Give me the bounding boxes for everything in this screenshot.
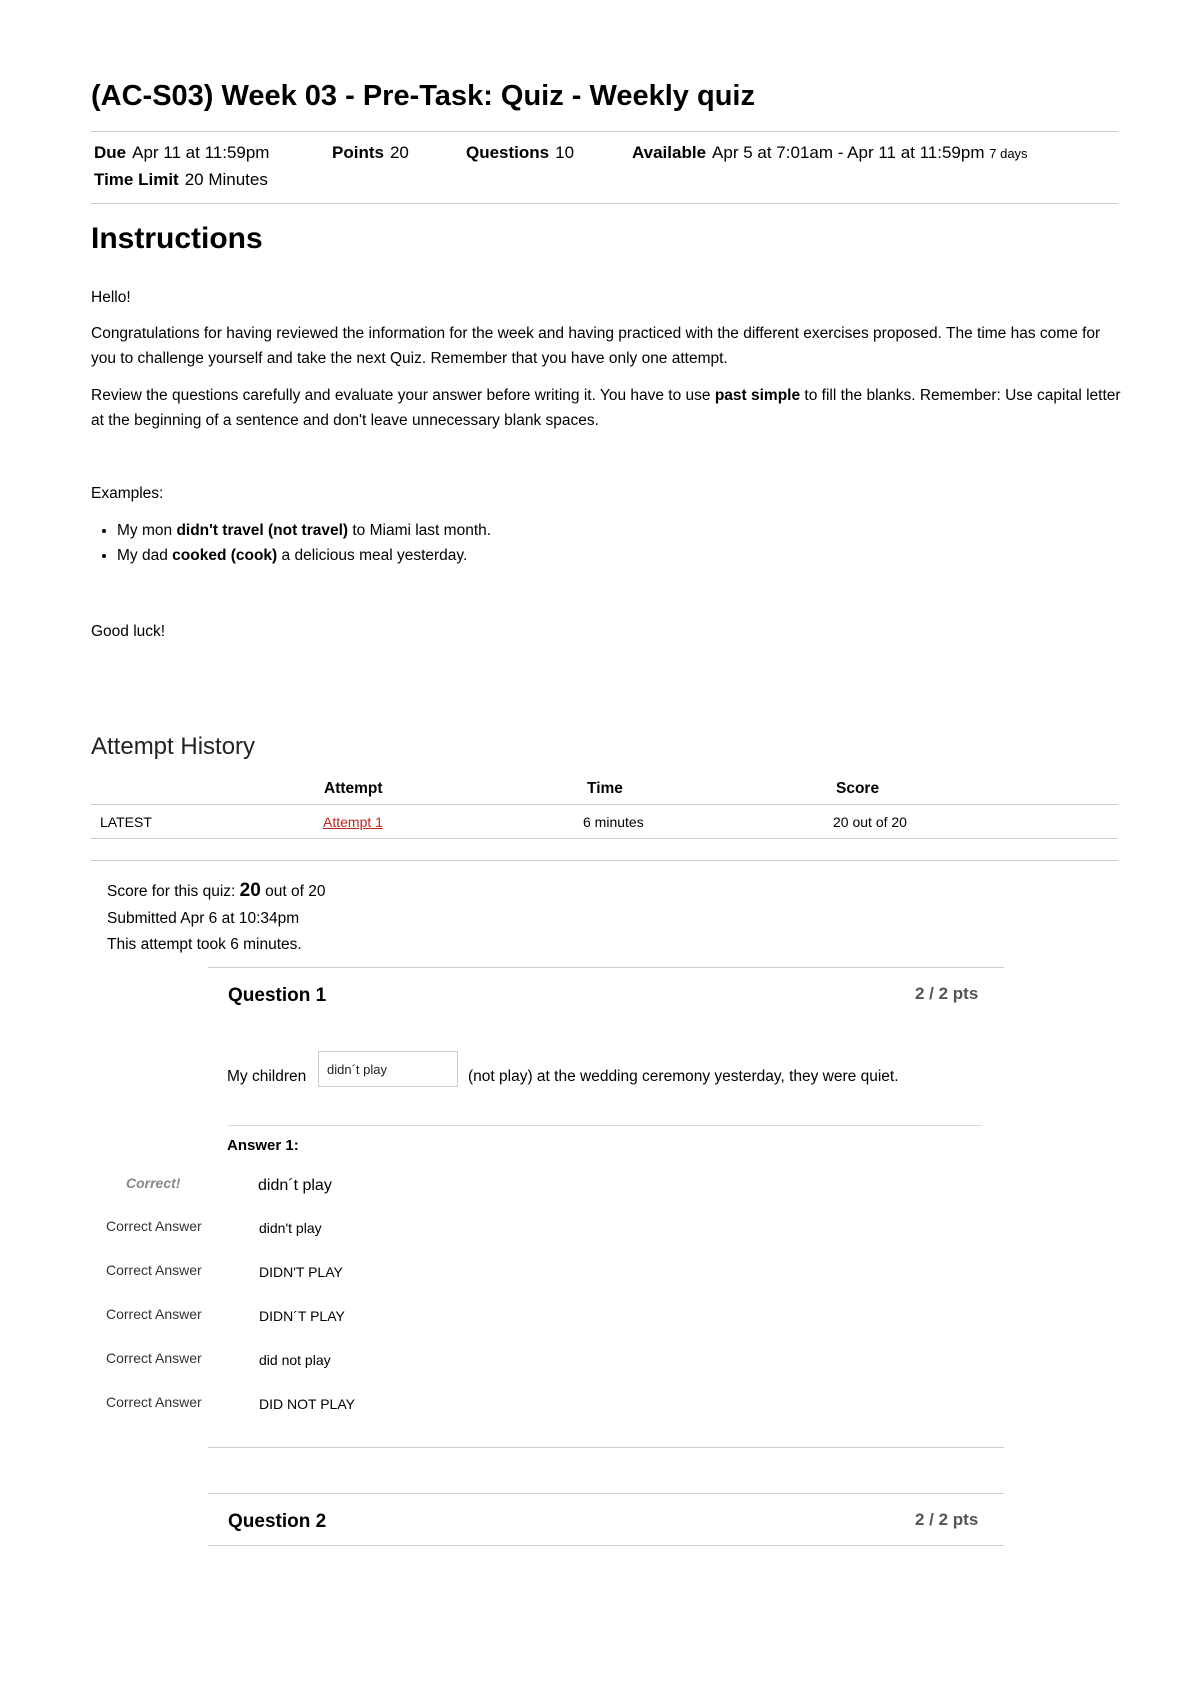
time-limit-value: 20 Minutes bbox=[184, 170, 268, 189]
instructions-paragraph-2 bbox=[91, 383, 1121, 433]
example-item bbox=[117, 543, 491, 568]
column-score: Score bbox=[836, 780, 880, 797]
question-2-bottom-border bbox=[208, 1545, 1004, 1546]
questions-value: 10 bbox=[555, 143, 575, 162]
question-2-points: 2 / 2 pts bbox=[915, 1510, 979, 1529]
column-attempt: Attempt bbox=[324, 780, 383, 797]
meta-points bbox=[332, 143, 409, 163]
p2-text-b: to fill the blanks. Remember: Use capital letter at the beginning of a sentence and don't leave unnecessary blank spaces. bbox=[91, 387, 1121, 429]
examples-label: Examples: bbox=[91, 485, 164, 502]
score-prefix: Score for this quiz: bbox=[107, 883, 240, 900]
meta-due bbox=[94, 143, 269, 163]
table-header-divider bbox=[91, 804, 1118, 805]
answer-1-label: Answer 1: bbox=[227, 1137, 299, 1154]
time-limit-label: Time Limit bbox=[94, 170, 179, 189]
question-1-blank: didn´t play bbox=[318, 1051, 458, 1087]
table-row-divider bbox=[91, 838, 1118, 839]
row-time: 6 minutes bbox=[583, 814, 644, 830]
correct-answer: DIDN´T PLAY bbox=[259, 1308, 345, 1324]
question-2-title: Question 2 bbox=[228, 1511, 327, 1532]
question-1-text-after: (not play) at the wedding ceremony yesterday, they were quiet. bbox=[468, 1068, 899, 1085]
p2-bold: past simple bbox=[714, 387, 801, 404]
row-latest-label: LATEST bbox=[100, 814, 152, 830]
meta-time-limit bbox=[94, 170, 268, 190]
question-1-top-border bbox=[208, 967, 1004, 968]
example-text: a delicious meal yesterday. bbox=[277, 547, 468, 564]
points-value: 20 bbox=[389, 143, 409, 162]
column-time: Time bbox=[587, 780, 623, 797]
question-2-top-border bbox=[208, 1493, 1004, 1494]
title-divider bbox=[91, 131, 1118, 132]
example-text: My dad bbox=[117, 547, 173, 564]
available-label: Available bbox=[632, 143, 707, 162]
example-item bbox=[117, 518, 491, 543]
correct-answer: didn't play bbox=[259, 1220, 322, 1236]
example-text: My mon bbox=[117, 522, 177, 539]
correct-answer-label: Correct Answer bbox=[106, 1262, 202, 1278]
p2-text-a: Review the questions carefully and evaluate your answer before writing it. You have to use bbox=[91, 387, 715, 404]
section-divider bbox=[91, 860, 1118, 861]
questions-label: Questions bbox=[466, 143, 550, 162]
question-1-title: Question 1 bbox=[228, 985, 327, 1006]
meta-divider bbox=[91, 203, 1118, 204]
attempt-history-heading: Attempt History bbox=[91, 733, 256, 760]
correct-answer-label: Correct Answer bbox=[106, 1218, 202, 1234]
attempt-1-link[interactable]: Attempt 1 bbox=[323, 814, 383, 830]
question-1-bottom-border bbox=[208, 1447, 1004, 1448]
due-label: Due bbox=[94, 143, 127, 162]
question-1-points: 2 / 2 pts bbox=[915, 984, 979, 1003]
page-title: (AC-S03) Week 03 - Pre-Task: Quiz - Weekly quiz bbox=[91, 80, 755, 112]
score-value: 20 bbox=[239, 880, 261, 901]
greeting: Hello! bbox=[91, 289, 131, 306]
correct-answer: DID NOT PLAY bbox=[259, 1396, 355, 1412]
quiz-score bbox=[107, 880, 325, 902]
meta-available bbox=[632, 143, 1028, 163]
closing: Good luck! bbox=[91, 623, 166, 640]
attempt-duration: This attempt took 6 minutes. bbox=[107, 936, 302, 953]
question-1-text-before: My children bbox=[227, 1068, 307, 1085]
instructions-heading: Instructions bbox=[91, 222, 263, 255]
examples-list bbox=[91, 518, 491, 568]
instructions-paragraph-1: Congratulations for having reviewed the information for the week and having practiced with the different exercises proposed. The time has come for you to challenge yourself and take the next Quiz. Remember that you have only one attempt. bbox=[91, 325, 1101, 367]
meta-questions bbox=[466, 143, 574, 163]
question-1-divider bbox=[228, 1125, 982, 1126]
due-value: Apr 11 at 11:59pm bbox=[132, 143, 270, 162]
available-days: 7 days bbox=[989, 146, 1028, 161]
correct-answer: DIDN'T PLAY bbox=[259, 1264, 343, 1280]
row-score: 20 out of 20 bbox=[833, 814, 907, 830]
submitted-time: Submitted Apr 6 at 10:34pm bbox=[107, 910, 300, 927]
example-bold: didn't travel (not travel) bbox=[176, 522, 349, 539]
correct-answer-label: Correct Answer bbox=[106, 1394, 202, 1410]
example-text: to Miami last month. bbox=[348, 522, 492, 539]
correct-answer-label: Correct Answer bbox=[106, 1350, 202, 1366]
correct-status: Correct! bbox=[126, 1175, 181, 1191]
correct-answer-label: Correct Answer bbox=[106, 1306, 202, 1322]
points-label: Points bbox=[332, 143, 384, 162]
correct-answer: did not play bbox=[259, 1352, 331, 1368]
example-bold: cooked (cook) bbox=[172, 547, 278, 564]
given-answer: didn´t play bbox=[258, 1177, 332, 1194]
score-suffix: out of 20 bbox=[260, 883, 326, 900]
available-value: Apr 5 at 7:01am - Apr 11 at 11:59pm bbox=[712, 143, 985, 162]
